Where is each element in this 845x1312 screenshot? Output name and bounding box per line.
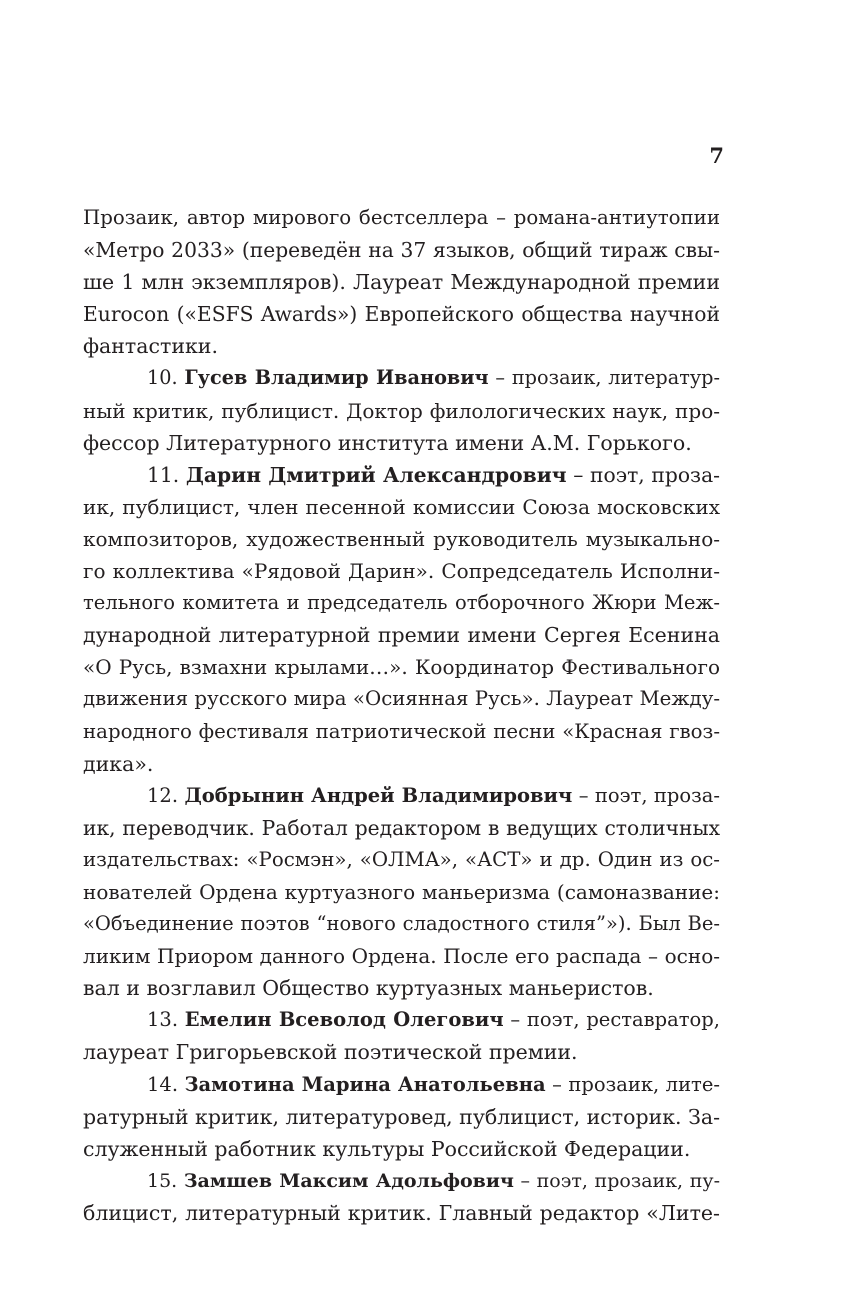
text-segment: 14. <box>147 1072 185 1096</box>
text-segment: лауреат Григорьевской поэтической премии. <box>83 1040 578 1065</box>
text-line <box>83 266 720 298</box>
text-segment: нователей Ордена куртуазного маньеризма (самоназвание: <box>83 879 720 904</box>
text-segment: 12. <box>147 783 185 807</box>
text-segment: 15. <box>147 1169 184 1192</box>
text-segment: ный критик, публицист. Доктор филологических наук, про- <box>83 398 720 423</box>
text-segment: – прозаик, литератур- <box>488 366 721 390</box>
text-segment: го коллектива «Рядовой Дарин». Сопредседатель Исполни- <box>83 559 720 584</box>
text-segment: «Объединение поэтов “нового сладостного стиля”»). Был Ве- <box>83 912 720 936</box>
text-segment: ратурный критик, литературовед, публицист, историк. За- <box>83 1104 721 1129</box>
text-segment: – поэт, проза- <box>566 462 720 487</box>
entry-first-line <box>83 1069 720 1101</box>
text-line <box>83 427 720 459</box>
entry-first-line <box>83 362 720 394</box>
person-name: Гусев Владимир Иванович <box>184 366 489 390</box>
text-segment: 10. <box>147 366 185 390</box>
text-segment: фантастики. <box>83 334 218 359</box>
text-line <box>83 555 720 587</box>
text-line <box>83 234 720 266</box>
text-line <box>83 972 720 1004</box>
text-segment: Eurocon («ESFS Awards») Европейского общества научной <box>83 302 720 327</box>
text-segment: Прозаик, автор мирового бестселлера – романа-антиутопии <box>83 206 720 229</box>
text-segment: движения русского мира «Осиянная Русь». Лауреат Между- <box>83 687 720 711</box>
text-line <box>83 908 720 940</box>
text-segment: фессор Литературного института имени А.М. Горького. <box>83 430 692 455</box>
text-line <box>83 1133 720 1165</box>
text-line <box>83 716 720 748</box>
text-segment: издательствах: «Росмэн», «ОЛМА», «АСТ» и др. Один из ос- <box>83 847 720 871</box>
person-name: Емелин Всеволод Олегович <box>184 1008 504 1032</box>
text-segment: – поэт, реставратор, <box>503 1008 720 1032</box>
person-name: Добрынин Андрей Владимирович <box>184 783 573 807</box>
text-line <box>83 683 720 715</box>
text-line <box>83 202 720 234</box>
text-segment: – прозаик, лите- <box>545 1072 720 1096</box>
text-line <box>83 1197 720 1229</box>
entry-first-line <box>83 1165 720 1197</box>
text-segment: композиторов, художественный руководитель музыкально- <box>83 526 720 551</box>
text-segment: «О Русь, взмахни крылами…». Координатор Фестивального <box>83 655 720 680</box>
text-line <box>83 619 720 651</box>
text-line <box>83 298 720 330</box>
text-line <box>83 1036 720 1068</box>
text-segment: дика». <box>83 751 154 776</box>
page-number: 7 <box>709 143 724 168</box>
text-segment: блицист, литературный критик. Главный редактор «Лите- <box>83 1200 720 1225</box>
text-segment: – поэт, прозаик, пу- <box>513 1169 720 1192</box>
body-text <box>83 202 720 1229</box>
entry-first-line <box>83 1004 720 1036</box>
text-segment: тельного комитета и председатель отборочного Жюри Меж- <box>83 591 720 615</box>
text-segment: служенный работник культуры Российской Федерации. <box>83 1136 691 1161</box>
text-line <box>83 876 720 908</box>
text-segment: ликим Приором данного Ордена. После его распада – осно- <box>83 944 720 969</box>
text-segment: ик, переводчик. Работал редактором в ведущих столичных <box>83 815 720 840</box>
text-line <box>83 844 720 876</box>
text-line <box>83 812 720 844</box>
text-line <box>83 651 720 683</box>
text-line <box>83 491 720 523</box>
text-segment: народного фестиваля патриотической песни «Красная гвоз- <box>83 719 720 743</box>
text-segment: «Метро 2033» (переведён на 37 языков, общий тираж свы- <box>83 238 720 263</box>
text-line <box>83 523 720 555</box>
text-line <box>83 1101 720 1133</box>
text-line <box>83 940 720 972</box>
text-line <box>83 748 720 780</box>
person-name: Дарин Дмитрий Александрович <box>185 462 567 487</box>
text-segment: вал и возглавил Общество куртуазных маньеристов. <box>83 976 654 1001</box>
text-segment: ше 1 млн экземпляров). Лауреат Международной премии <box>83 270 720 295</box>
text-segment: 13. <box>147 1008 185 1032</box>
text-line <box>83 395 720 427</box>
person-name: Замотина Марина Анатольевна <box>184 1072 546 1096</box>
entry-first-line <box>83 459 720 491</box>
text-segment: 11. <box>147 462 186 487</box>
text-segment: ик, публицист, член песенной комиссии Союза московских <box>83 494 720 519</box>
text-segment: – поэт, проза- <box>572 783 720 807</box>
text-segment: дународной литературной премии имени Сергея Есенина <box>83 623 720 648</box>
text-line <box>83 330 720 362</box>
entry-first-line <box>83 780 720 812</box>
text-line <box>83 587 720 619</box>
person-name: Замшев Максим Адольфович <box>183 1169 514 1192</box>
